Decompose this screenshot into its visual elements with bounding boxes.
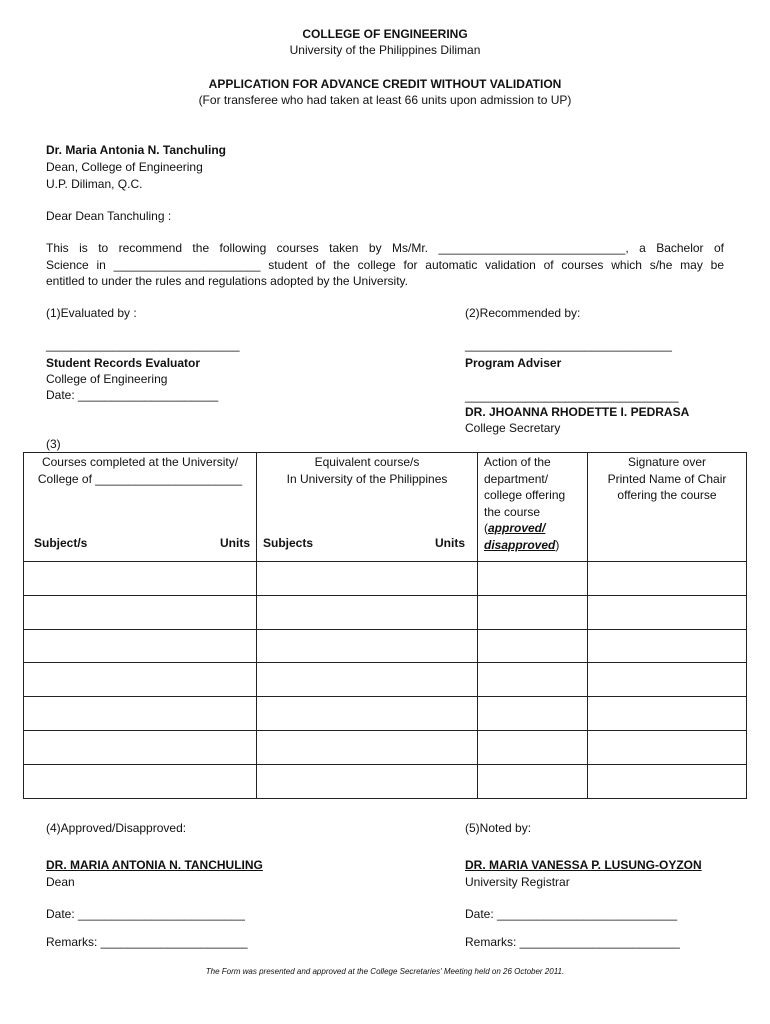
col4-heading-line: offering the course: [617, 488, 717, 502]
table-cell[interactable]: [588, 562, 747, 596]
evaluator-signature-line[interactable]: _____________________________: [46, 338, 240, 352]
registrar-remarks-field[interactable]: Remarks: ________________________: [465, 935, 680, 949]
table-cell[interactable]: [257, 663, 478, 697]
registrar-date-field[interactable]: Date: ___________________________: [465, 907, 678, 921]
table-cell[interactable]: [24, 562, 257, 596]
table-cell[interactable]: [478, 629, 588, 663]
table-cell[interactable]: [588, 629, 747, 663]
table-row: [24, 562, 747, 596]
addressee-address: U.P. Diliman, Q.C.: [46, 177, 143, 191]
evaluated-label: (1)Evaluated by :: [46, 306, 137, 320]
table-cell[interactable]: [588, 764, 747, 798]
col4-heading-line: Signature over: [627, 455, 707, 469]
body-line-3: entitled to under the rules and regulations adopted by the University.: [46, 274, 409, 288]
secretary-signature-line[interactable]: ________________________________: [465, 389, 679, 403]
body-line-1: This is to recommend the following courses taken by Ms/Mr. ____________________________, a Bachelor of: [46, 241, 724, 255]
col2-subjects-label: Subjects: [263, 535, 314, 550]
header-courses-completed: [24, 453, 257, 562]
addressee-name: Dr. Maria Antonia N. Tanchuling: [46, 143, 227, 157]
evaluator-date-field[interactable]: Date: _____________________: [46, 388, 219, 402]
header-action: [478, 453, 588, 562]
col3-approved: approved/: [488, 521, 546, 535]
college-name: COLLEGE OF ENGINEERING: [302, 27, 468, 41]
col1-heading-line2: College of ______________________: [37, 471, 243, 486]
col1-subjects-label: Subject/s: [34, 535, 88, 550]
table-cell[interactable]: [257, 595, 478, 629]
table-cell[interactable]: [588, 730, 747, 764]
table-cell[interactable]: [257, 697, 478, 731]
table-cell[interactable]: [588, 595, 747, 629]
col3-open-paren: (: [484, 521, 488, 535]
table-section-label: (3): [46, 437, 61, 451]
table-cell[interactable]: [24, 629, 257, 663]
col2-units-label: Units: [435, 535, 465, 550]
table-cell[interactable]: [24, 730, 257, 764]
col4-heading-line: Printed Name of Chair: [607, 471, 727, 486]
salutation: Dear Dean Tanchuling :: [46, 209, 172, 223]
table-cell[interactable]: [24, 697, 257, 731]
dean-remarks-field[interactable]: Remarks: ______________________: [46, 935, 248, 949]
table-cell[interactable]: [24, 764, 257, 798]
col2-heading-line2: In University of the Philippines: [286, 471, 448, 486]
secretary-title: College Secretary: [465, 421, 561, 435]
dean-name: DR. MARIA ANTONIA N. TANCHULING: [46, 858, 263, 872]
registrar-name: DR. MARIA VANESSA P. LUSUNG-OYZON: [465, 858, 702, 872]
table-row: [24, 764, 747, 798]
dean-date-field[interactable]: Date: _________________________: [46, 907, 245, 921]
form-title: APPLICATION FOR ADVANCE CREDIT WITHOUT VALIDATION: [208, 77, 562, 91]
table-cell[interactable]: [478, 663, 588, 697]
table-cell[interactable]: [257, 562, 478, 596]
table-cell[interactable]: [478, 697, 588, 731]
header-signature: [588, 453, 747, 562]
secretary-name: DR. JHOANNA RHODETTE I. PEDRASA: [465, 405, 690, 419]
table-cell[interactable]: [588, 697, 747, 731]
col1-units-label: Units: [220, 535, 250, 550]
col3-heading-line: department/: [484, 471, 549, 486]
addressee-position: Dean, College of Engineering: [46, 160, 203, 174]
table-row: [24, 697, 747, 731]
table-cell[interactable]: [588, 663, 747, 697]
adviser-signature-line[interactable]: _______________________________: [465, 338, 672, 352]
adviser-title: Program Adviser: [465, 356, 562, 370]
dean-title: Dean: [46, 875, 75, 889]
approved-label: (4)Approved/Disapproved:: [46, 821, 187, 835]
table-row: [24, 730, 747, 764]
table-cell[interactable]: [257, 730, 478, 764]
table-cell[interactable]: [478, 562, 588, 596]
table-cell[interactable]: [24, 595, 257, 629]
table-cell[interactable]: [478, 764, 588, 798]
col3-heading-line: the course: [484, 504, 541, 519]
recommended-label: (2)Recommended by:: [465, 306, 581, 320]
courses-table: [23, 452, 747, 799]
table-cell[interactable]: [257, 629, 478, 663]
col3-disapproved: disapproved: [484, 537, 556, 552]
header-equivalent-course: [257, 453, 478, 562]
evaluator-office: College of Engineering: [46, 372, 168, 386]
body-line-2: Science in ______________________ student of the college for automatic validation of courses which s/he may be: [46, 258, 724, 272]
col3-heading-line: Action of the: [484, 455, 551, 469]
col3-close-paren: ): [555, 537, 560, 552]
col3-heading-line: college offering: [484, 488, 566, 502]
table-row: [24, 595, 747, 629]
evaluator-title: Student Records Evaluator: [46, 356, 201, 370]
table-cell[interactable]: [257, 764, 478, 798]
table-row: [24, 629, 747, 663]
col2-heading-line1: Equivalent course/s: [314, 455, 420, 469]
table-cell[interactable]: [24, 663, 257, 697]
table-header-row: [24, 453, 747, 562]
form-subtitle: (For transferee who had taken at least 66 units upon admission to UP): [198, 93, 572, 107]
table-row: [24, 663, 747, 697]
col1-heading-line1: Courses completed at the University/: [41, 455, 239, 469]
table-cell[interactable]: [478, 595, 588, 629]
table-cell[interactable]: [478, 730, 588, 764]
university-name: University of the Philippines Diliman: [289, 43, 481, 57]
noted-label: (5)Noted by:: [465, 821, 532, 835]
registrar-title: University Registrar: [465, 875, 570, 889]
footer-note: The Form was presented and approved at the College Secretaries' Meeting held on 26 October 2011.: [205, 967, 565, 976]
